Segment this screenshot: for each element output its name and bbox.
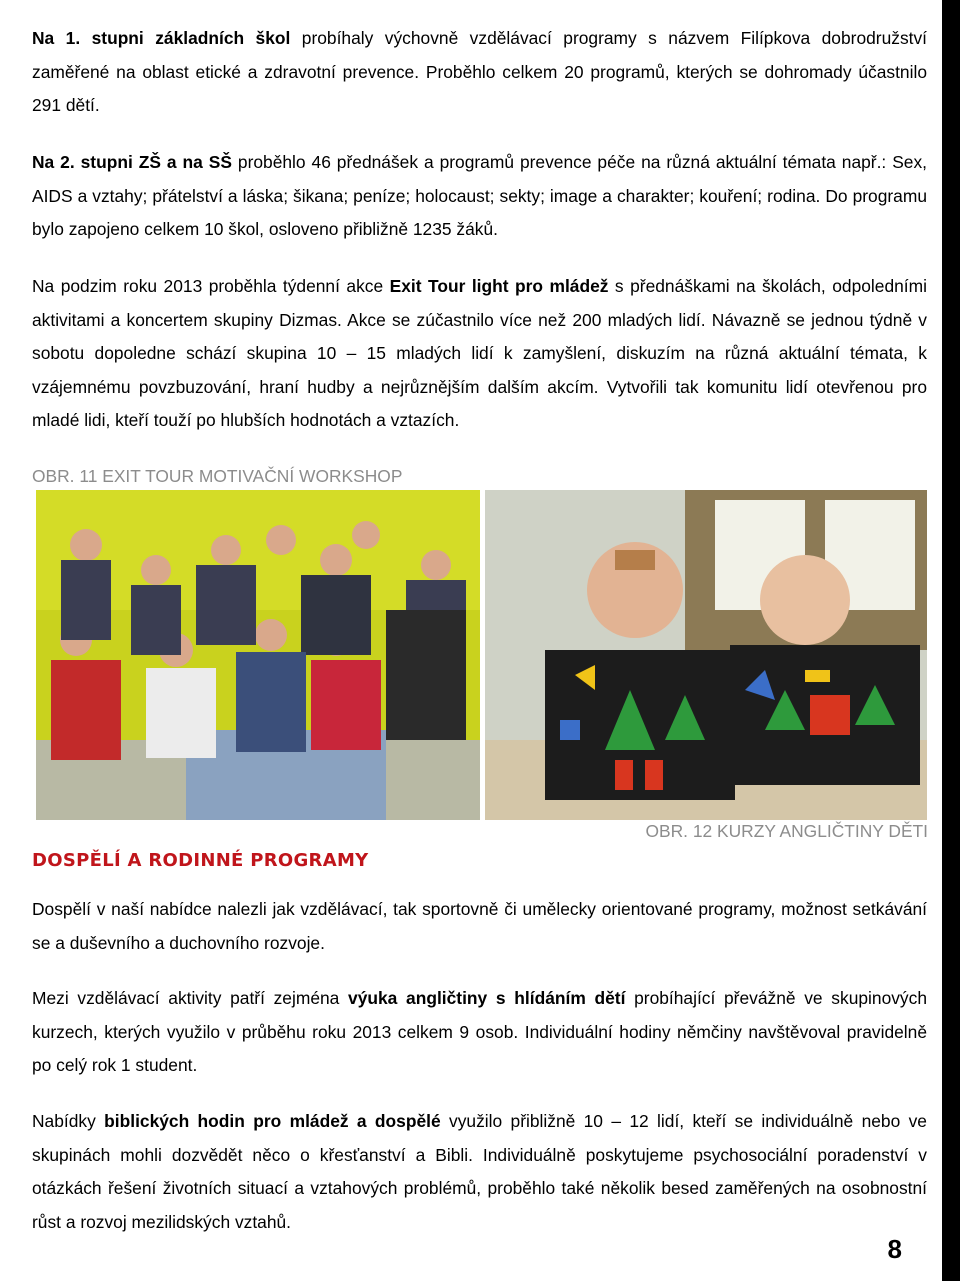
paragraph-text: využilo přibližně 10 – 12 lidí, kteří se individuálně nebo ve skupinách mohli dozvědět něco o křesťanství a Bibli. Individuálně poskytujeme psychosociální poradenství v otázkách řešení životních situací a vztahových problémů, proběhlo také několik besed zaměřených na osobnostní růst a rozvoj mezilidských vztahů. (32, 1111, 927, 1232)
paragraph-exit-tour (32, 270, 927, 438)
paragraph-bold: biblických hodin pro mládež a dospělé (104, 1111, 441, 1131)
figure-12-caption: OBR. 12 KURZY ANGLIČTINY DĚTI (645, 821, 928, 841)
paragraph-adults (32, 893, 927, 960)
section-heading: DOSPĚLÍ A RODINNÉ PROGRAMY (32, 850, 369, 871)
paragraph-text: proběhlo 46 přednášek a programů prevence péče na různá aktuální témata např.: Sex, AIDS a vztahy; přátelství a láska; šikana; peníze; holocaust; sekty; image a charakter; kouření; rodina. Do programu bylo zapojeno celkem 10 škol, osloveno přibližně 1235 žáků. (32, 152, 927, 239)
paragraph-text: s přednáškami na školách, odpoledními aktivitami a koncertem skupiny Dizmas. Akce se zúčastnilo více než 200 mladých lidí. Návazně se jednou týdně v sobotu dopoledne schází skupina 10 – 15 mladých lidí k zamyšlení, diskuzím na různá aktuální témata, k vzájemnému povzbuzování, hraní hudby a nejrůznějším dalším akcím. Vytvořili tak komunitu lidí otevřenou pro mladé lidi, kteří touží po hlubších hodnotách a vztazích. (32, 276, 927, 430)
paragraph-text: probíhající převážně ve skupinových kurzech, kterých využilo v průběhu roku 2013 celkem 9 osob. Individuální hodiny němčiny navštěvoval pravidelně po celý rok 1 student. (32, 988, 927, 1075)
paragraph-first-grade (32, 22, 927, 123)
group-photo (36, 490, 480, 820)
paragraph-second-grade (32, 146, 927, 247)
paragraph-bold: Na 2. stupni ZŠ a na SŠ (32, 152, 232, 172)
page-edge-bar (942, 0, 960, 1281)
children-photo-image (485, 490, 927, 820)
paragraph-bold: Na 1. stupni základních škol (32, 28, 291, 48)
children-photo (485, 490, 927, 820)
paragraph-bible (32, 1105, 927, 1239)
paragraph-text: Na podzim roku 2013 proběhla týdenní akce (32, 276, 390, 296)
page-number: 8 (887, 1234, 902, 1264)
paragraph-text: Mezi vzdělávací aktivity patří zejména (32, 988, 349, 1008)
paragraph-text: Nabídky (32, 1111, 105, 1131)
group-photo-image (36, 490, 480, 820)
paragraph-english (32, 982, 927, 1083)
figure-11-caption: OBR. 11 EXIT TOUR MOTIVAČNÍ WORKSHOP (32, 466, 403, 486)
paragraph-bold: Exit Tour light pro mládež (389, 276, 609, 296)
paragraph-text: probíhaly výchovně vzdělávací programy s názvem Filípkova dobrodružství zaměřené na oblast etické a zdravotní prevence. Proběhlo celkem 20 programů, kterých se dohromady účastnilo 291 dětí. (32, 28, 927, 115)
paragraph-bold: výuka angličtiny s hlídáním dětí (348, 988, 626, 1008)
paragraph-text: Dospělí v naší nabídce nalezli jak vzdělávací, tak sportovně či umělecky orientované programy, možnost setkávání se a duševního a duchovního rozvoje. (32, 899, 927, 953)
